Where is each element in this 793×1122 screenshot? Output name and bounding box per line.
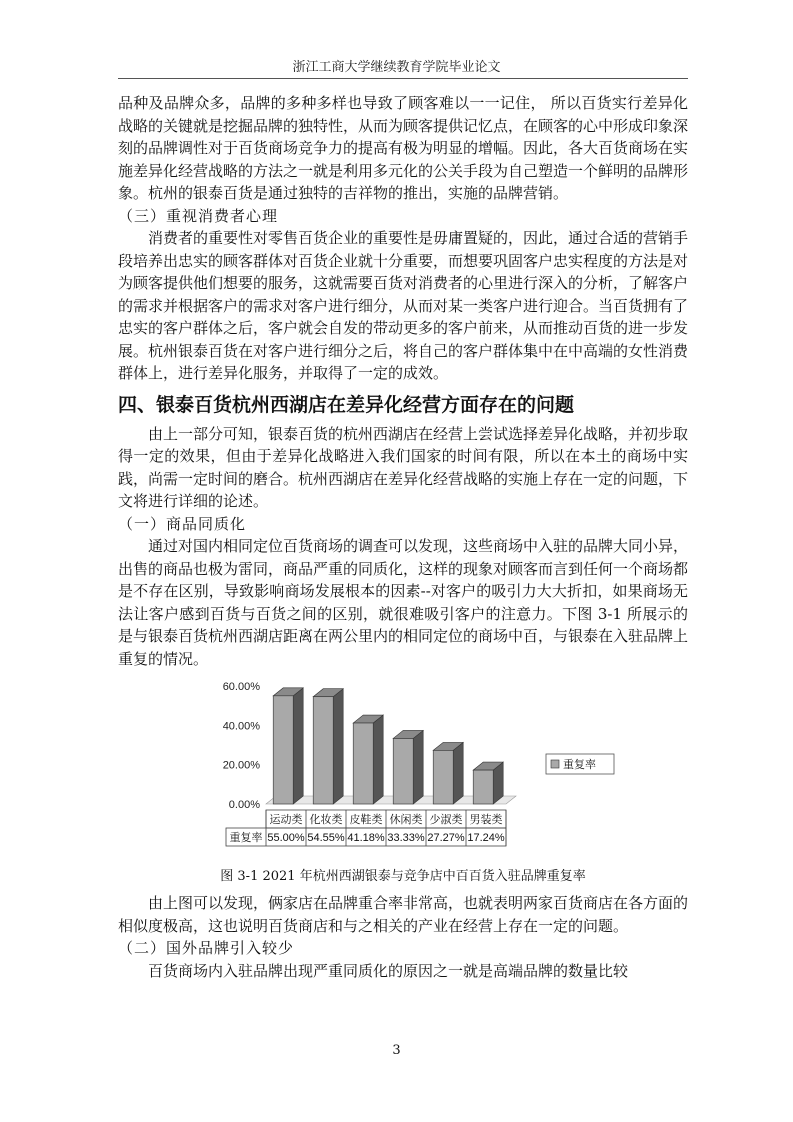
data-label: 41.18% — [347, 832, 385, 844]
y-tick-label: 0.00% — [228, 799, 260, 811]
legend-label: 重复率 — [563, 758, 596, 771]
bar — [393, 738, 413, 804]
legend-swatch — [551, 760, 559, 768]
paragraph-homogenization: 通过对国内相同定位百货商场的调查可以发现，这些商场中入驻的品牌大同小异，出售的商品也极为雷同，商品严重的同质化，这样的现象对顾客而言到任何一个商场都是不存在区别，导致影响商场发展根本的因素--对客户的吸引力大大折扣，如果商场无法让客户感到百货与百货之间的区别，就很难吸引客户的注意力。下图 3-1 所展示的是与银泰百货杭州西湖店距离在两公里内的相同定位的商场中百，与银泰在入驻品牌上重复的情况。 — [118, 537, 689, 668]
data-label: 33.33% — [387, 832, 425, 844]
subheading-homogenization: （一）商品同质化 — [118, 514, 247, 533]
paragraph-conclusion: 由上图可以发现，俩家店在品牌重合率非常高，也就表明两家百货商店在各方面的相似度极高，这也说明百货商店和与之相关的产业在经营上存在一定的问题。 — [118, 894, 689, 935]
category-label: 男装类 — [469, 813, 503, 826]
category-label: 皮鞋类 — [349, 813, 383, 826]
figure-caption: 图 3-1 2021 年杭州西湖银泰与竞争店中百百货入驻品牌重复率 — [220, 869, 586, 884]
subheading-foreign-brands: （二）国外品牌引入较少 — [118, 939, 295, 957]
data-label: 27.27% — [427, 832, 465, 844]
y-tick-label: 20.00% — [222, 759, 260, 772]
bar — [273, 696, 293, 804]
paragraph-foreign-brands: 百货商场内入驻品牌出现严重同质化的原因之一就是高端品牌的数量比较 — [148, 961, 629, 980]
figure-3-1 — [118, 676, 688, 866]
paragraph-brand: 品种及品牌众多，品牌的多种多样也导致了顾客难以一一记住， 所以百货实行差异化战略的关键就是挖掘品牌的独特性，从而为顾客提供记忆点，在顾客的心中形成印象深刻的品牌调性对于百货商场竞争力的提高有极为明显的增幅。因此，各大百货商场在实施差异化经营战略的方法之一就是利用多元化的公关手段为自己塑造一个鲜明的品牌形象。杭州的银泰百货是通过独特的吉祥物的推出，实施的品牌营销。 — [118, 94, 689, 202]
category-label: 少淑类 — [429, 813, 463, 826]
bar — [473, 770, 493, 804]
paragraph-intro-problems: 由上一部分可知，银泰百货的杭州西湖店在经营上尝试选择差异化战略，并初步取得一定的效果，但由于差异化战略进入我们国家的时间有限，所以在本土的商场中实践，尚需一定时间的磨合。杭州西湖店在差异化经营战略的实施上存在一定的问题，下文将进行详细的论述。 — [118, 424, 689, 510]
header-rule — [118, 78, 688, 79]
paragraph-consumer: 消费者的重要性对零售百货企业的重要性是毋庸置疑的，因此，通过合适的营销手段培养出忠实的顾客群体对百货企业就十分重要，而想要巩固客户忠实程度的方法是对为顾客提供他们想要的服务，这就需要百货对消费者的心里进行深入的分析，了解客户的需求并根据客户的需求对客户进行细分，从而对某一类客户进行迎合。当百货拥有了忠实的客户群体之后，客户就会自发的带动更多的客户前来，从而推动百货的进一步发展。杭州银泰百货在对客户进行细分之后，将自己的客户群体集中在中高端的女性消费群体上，进行差异化服务，并取得了一定的成效。 — [118, 229, 689, 382]
page-header: 浙江工商大学继续教育学院毕业论文 — [292, 60, 501, 75]
bar — [433, 750, 453, 804]
y-tick-label: 60.00% — [222, 681, 260, 693]
category-label: 运动类 — [269, 813, 303, 826]
bar — [353, 723, 373, 804]
page-number: 3 — [392, 1043, 401, 1058]
section-heading-4: 四、银泰百货杭州西湖店在差异化经营方面存在的问题 — [118, 393, 575, 416]
series-label: 重复率 — [229, 831, 263, 844]
bar-side — [373, 715, 383, 804]
y-tick-label: 40.00% — [222, 720, 260, 733]
subheading-consumer-psychology: （三）重视消费者心理 — [118, 206, 279, 225]
bar-side — [453, 742, 463, 804]
bar-side — [333, 689, 343, 804]
bar-chart — [206, 676, 626, 866]
data-label: 17.24% — [467, 832, 505, 844]
page-content — [118, 92, 688, 982]
data-label: 54.55% — [307, 832, 345, 844]
data-label: 55.00% — [267, 832, 305, 844]
bar-side — [293, 688, 303, 804]
bar-side — [413, 730, 423, 804]
category-label: 化妆类 — [309, 813, 343, 826]
bar — [313, 697, 333, 804]
category-label: 休闲类 — [389, 813, 423, 826]
